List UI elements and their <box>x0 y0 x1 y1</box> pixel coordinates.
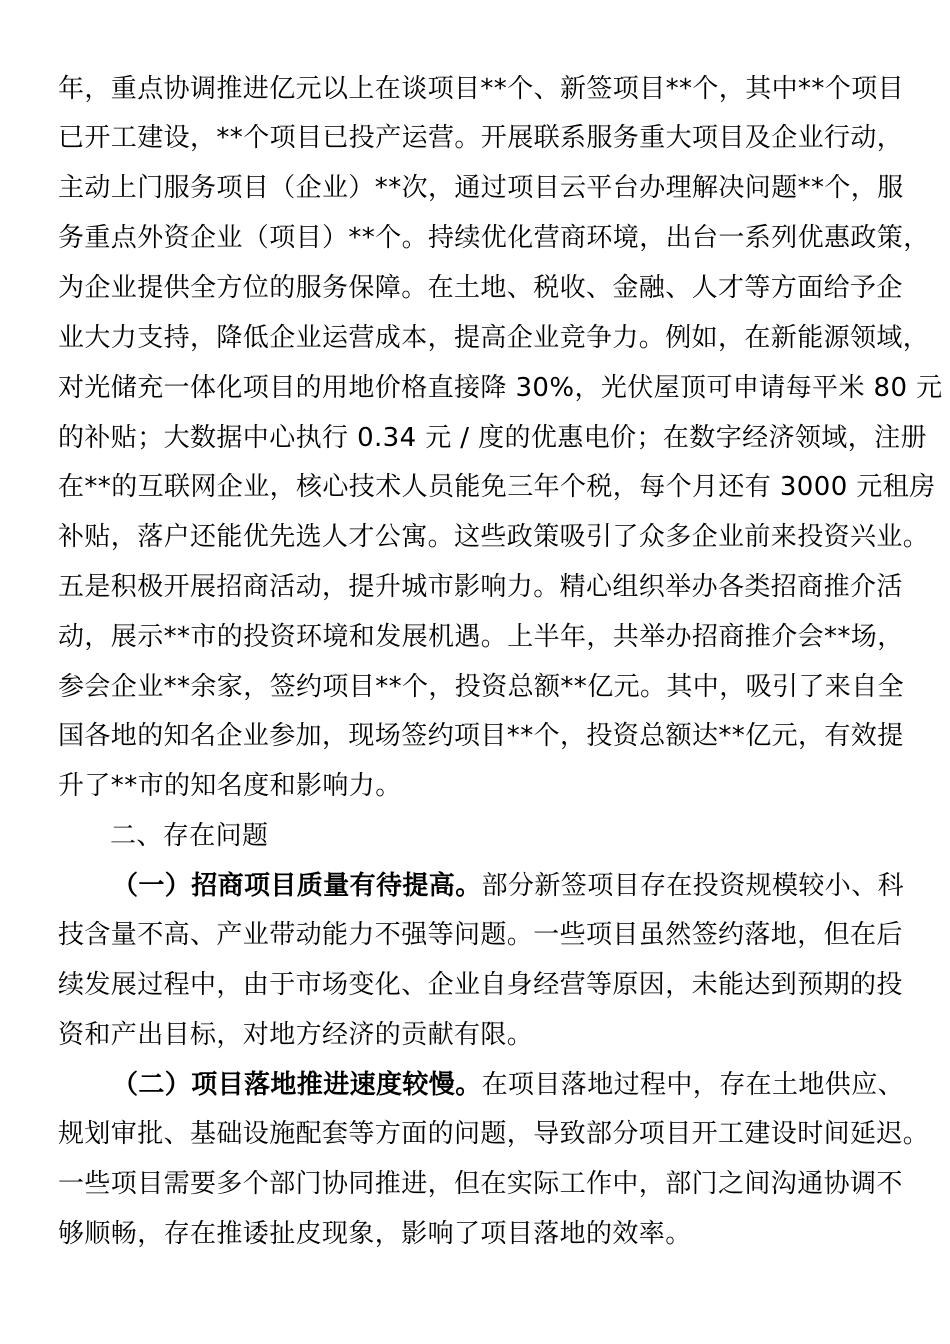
text-line: 年，重点协调推进亿元以上在谈项目**个、新签项目**个，其中**个项目 <box>58 74 905 104</box>
text-line: 已开工建设，**个项目已投产运营。开展联系服务重大项目及企业行动， <box>58 123 904 153</box>
text-line: 补贴，落户还能优先选人才公寓。这些政策吸引了众多企业前来投资兴业。 <box>58 522 930 552</box>
text-line: 在**的互联网企业，核心技术人员能免三年个税，每个月还有 3000 元租房 <box>58 472 936 502</box>
text-line: 规划审批、基础设施配套等方面的问题，导致部分项目开工建设时间延迟。 <box>58 1119 930 1149</box>
subheading-2: （二）项目落地推进速度较慢。 <box>112 1070 482 1100</box>
text-run: 在项目落地过程中，存在土地供应、 <box>481 1070 905 1100</box>
section-heading: 二、存在问题 <box>110 821 269 851</box>
text-line: 够顺畅，存在推诿扯皮现象，影响了项目落地的效率。 <box>58 1219 692 1249</box>
text-line: 续发展过程中，由于市场变化、企业自身经营等原因，未能达到预期的投 <box>58 970 903 1000</box>
text-line: 对光储充一体化项目的用地价格直接降 30%，光伏屋顶可申请每平米 80 元 <box>58 373 943 403</box>
text-line: 主动上门服务项目（企业）**次，通过项目云平台办理解决问题**个，服 <box>58 173 904 203</box>
text-line: 业大力支持，降低企业运营成本，提高企业竞争力。例如，在新能源领域， <box>58 323 930 353</box>
text-line: 升了**市的知名度和影响力。 <box>58 771 402 801</box>
text-line: 一些项目需要多个部门协同推进，但在实际工作中，部门之间沟通协调不 <box>58 1169 903 1199</box>
paragraph-first-line <box>112 1068 904 1102</box>
text-line: 资和产出目标，对地方经济的贡献有限。 <box>58 1020 534 1050</box>
text-run: 部分新签项目存在投资规模较小、科 <box>481 871 905 901</box>
paragraph-first-line <box>112 869 904 903</box>
text-line: 参会企业**余家，签约项目**个，投资总额**亿元。其中，吸引了来自全 <box>58 672 905 702</box>
text-line: 动，展示**市的投资环境和发展机遇。上半年，共举办招商推介会**场， <box>58 622 904 652</box>
text-line: 的补贴；大数据中心执行 0.34 元 / 度的优惠电价；在数字经济领域，注册 <box>58 423 927 453</box>
text-line: 技含量不高、产业带动能力不强等问题。一些项目虽然签约落地，但在后 <box>58 920 903 950</box>
text-line: 务重点外资企业（项目）**个。持续优化营商环境，出台一系列优惠政策， <box>58 223 930 253</box>
text-line: 国各地的知名企业参加，现场签约项目**个，投资总额达**亿元，有效提 <box>58 721 904 751</box>
text-line: 五是积极开展招商活动，提升城市影响力。精心组织举办各类招商推介活 <box>58 572 903 602</box>
subheading-1: （一）招商项目质量有待提高。 <box>112 871 482 901</box>
text-line: 为企业提供全方位的服务保障。在土地、税收、金融、人才等方面给予企 <box>58 273 903 303</box>
